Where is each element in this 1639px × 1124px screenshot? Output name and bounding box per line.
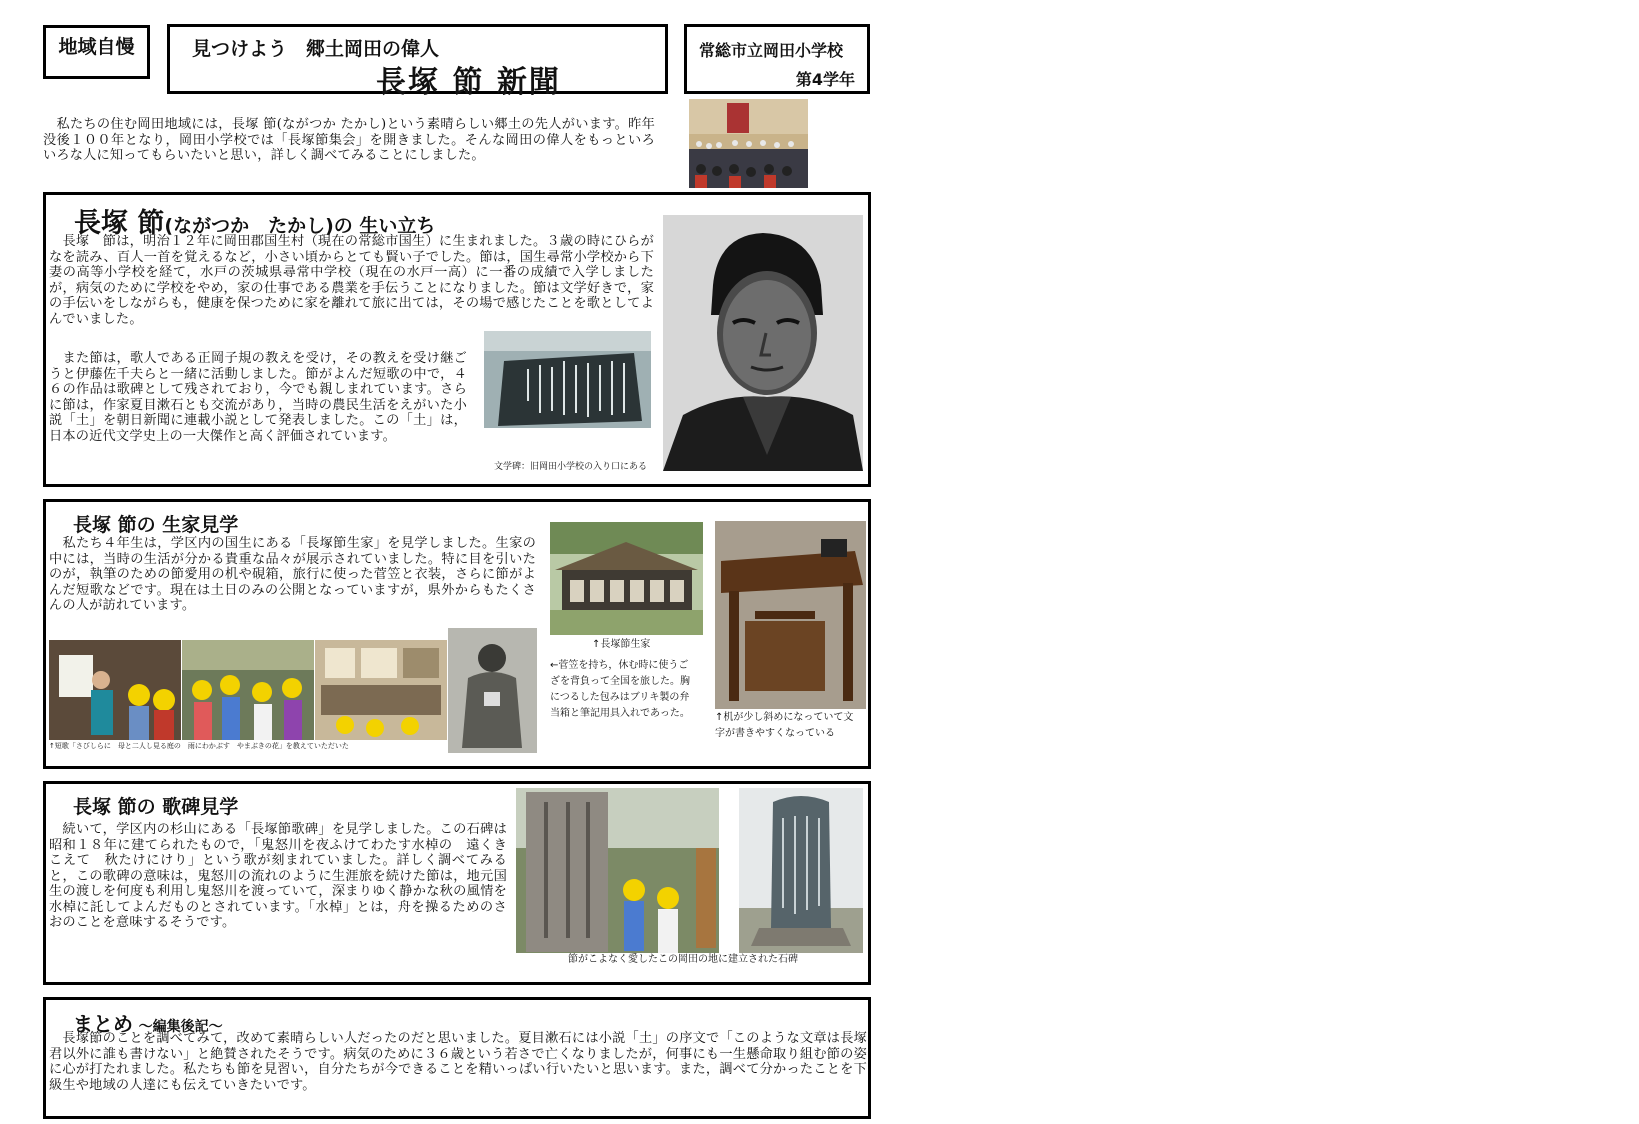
strip-caption: ↑短歌「さびしらに 母と二人し見る庭の 雨にわかぶす やまぶきの花」を教えていただいた	[49, 742, 349, 750]
poem-monument-photo-stone	[739, 788, 863, 953]
section-summary	[43, 997, 871, 1119]
region-pride-badge	[43, 25, 150, 79]
traveler-hat-caption: ←菅笠を持ち，休む時に使うござを背負って全国を旅した。胸につるした包みはブリキ製の弁当箱と筆記用具入れであった。	[550, 660, 690, 719]
strip-photo-traveler	[448, 628, 537, 753]
desk-caption: ↑机が少し斜めになっていて文字が書きやすくなっている	[715, 712, 854, 739]
intro-text: 私たちの住む岡田地域には，長塚 節(ながつか たかし)という素晴らしい郷土の先人がいます。昨年没後１００年となり，岡田小学校では「長塚節集会」を開きました。そんな岡田の偉人をもっといろいろな人に知ってもらいたいと思い，詳しく調べてみることにしました。	[43, 117, 655, 163]
section-birthplace	[43, 499, 871, 769]
section-upbringing	[43, 192, 871, 487]
birthplace-house-photo	[550, 522, 703, 635]
birthplace-text: 私たち４年生は，学区内の国生にある「長塚節生家」を見学しました。生家の中には，当時の生活が分かる貴重な品々が展示されていました。特に目を引いたのが，執筆のための節愛用の机や硯箱，旅行に使った菅笠と衣装，さらに節がよんだ短歌などです。現在は土日のみの公開となっていますが，県外からもたくさんの人が訪れています。	[49, 536, 536, 613]
school-grade: 第4学年	[795, 70, 855, 89]
upbringing-paragraph-2: また節は，歌人である正岡子規の教えを受け，その教えを受け継ごうと伊藤佐千夫らと一緒に活動しました。節がよんだ短歌の中で，４６の作品は歌碑として残されており，今でも親しまれています。さらに節は，作家夏目漱石とも交流があり，当時の農民生活をえがいた小説「土」を朝日新聞に連載小説として発表しました。この「土」は，日本の近代文学史上の一大傑作と高く評価されています。	[49, 351, 467, 444]
strip-photo-children-yard	[182, 640, 314, 740]
school-name: 常総市立岡田小学校	[699, 41, 844, 60]
portrait-photo	[663, 215, 863, 471]
section-poem-monument	[43, 781, 871, 985]
title-box	[167, 24, 668, 100]
poem-monument-text: 続いて，学区内の杉山にある「長塚節歌碑」を見学しました。この石碑は昭和１８年に建てられたもので，「鬼怒川を夜ふけてわたす水棹の 遠くきこえて 秋たけにけり」という歌が刻まれていました。詳しく調べてみると，この歌碑の意味は，鬼怒川の流れのように生涯旅を続けた節は，地元国生の渡しを何度も利用し鬼怒川を渡っていて，深まりゆく静かな秋の風情を水棹に託してよんだものとされています。「水棹」とは，舟を操るためのさおのことを意味するそうです。	[49, 822, 507, 930]
school-box	[684, 24, 870, 94]
upbringing-paragraph-1: 長塚 節は，明治１２年に岡田郡国生村（現在の常総市国生）に生まれました。３歳の時にひらがなを読み、百人一首を覚えるなど，小さい頃からとても賢い子でした。節は，国生尋常小学校から下妻の高等小学校を経て，水戸の茨城県尋常中学校（現在の水戸一高）に一番の成績で入学しましたが，病気のために学校をやめ，家の仕事である農業を手伝うことになりました。節は文学好きで，家の手伝いをしながらも，健康を保つために家を離れて旅に出ては，その場で感じたことを歌としてよんでいました。	[49, 234, 654, 327]
desk-photo	[715, 521, 866, 709]
assembly-photo	[689, 99, 808, 188]
newspaper-title: 長塚 節 新聞	[376, 65, 561, 100]
birthplace-house-caption: ↑長塚節生家	[592, 639, 651, 650]
section-summary-heading: まとめ ～編集後記～	[73, 1012, 223, 1036]
stone-monument-caption: 文学碑：旧岡田小学校の入り口にある	[494, 462, 648, 472]
poem-monument-caption: 節がこよなく愛したこの岡田の地に建立された石碑	[568, 954, 798, 965]
strip-photo-exhibit	[315, 640, 447, 740]
section-poem-monument-heading: 長塚 節の 歌碑見学	[73, 796, 239, 818]
poem-monument-photo-children	[516, 788, 719, 953]
badge-text: 地域自慢	[58, 36, 135, 58]
strip-photo-teacher	[49, 640, 181, 740]
stone-monument-photo	[484, 331, 651, 428]
section-birthplace-heading: 長塚 節の 生家見学	[73, 514, 239, 536]
newspaper-subtitle: 見つけよう 郷土岡田の偉人	[192, 38, 440, 60]
section-upbringing-heading: 長塚 節(ながつか たかし)の 生い立ち	[74, 208, 436, 239]
summary-text: 長塚節のことを調べてみて，改めて素晴らしい人だったのだと思いました。夏目漱石には小説「土」の序文で「このような文章は長塚君以外に誰も書けない」と絶賛されたそうです。病気のために３６歳という若さで亡くなりましたが，何事にも一生懸命取り組む節の姿に心が打たれました。私たちも節を見習い，自分たちが今できることを精いっぱい行いたいと思います。また，調べて分かったことを下級生や地域の人達にも伝えていきたいです。	[49, 1031, 867, 1093]
